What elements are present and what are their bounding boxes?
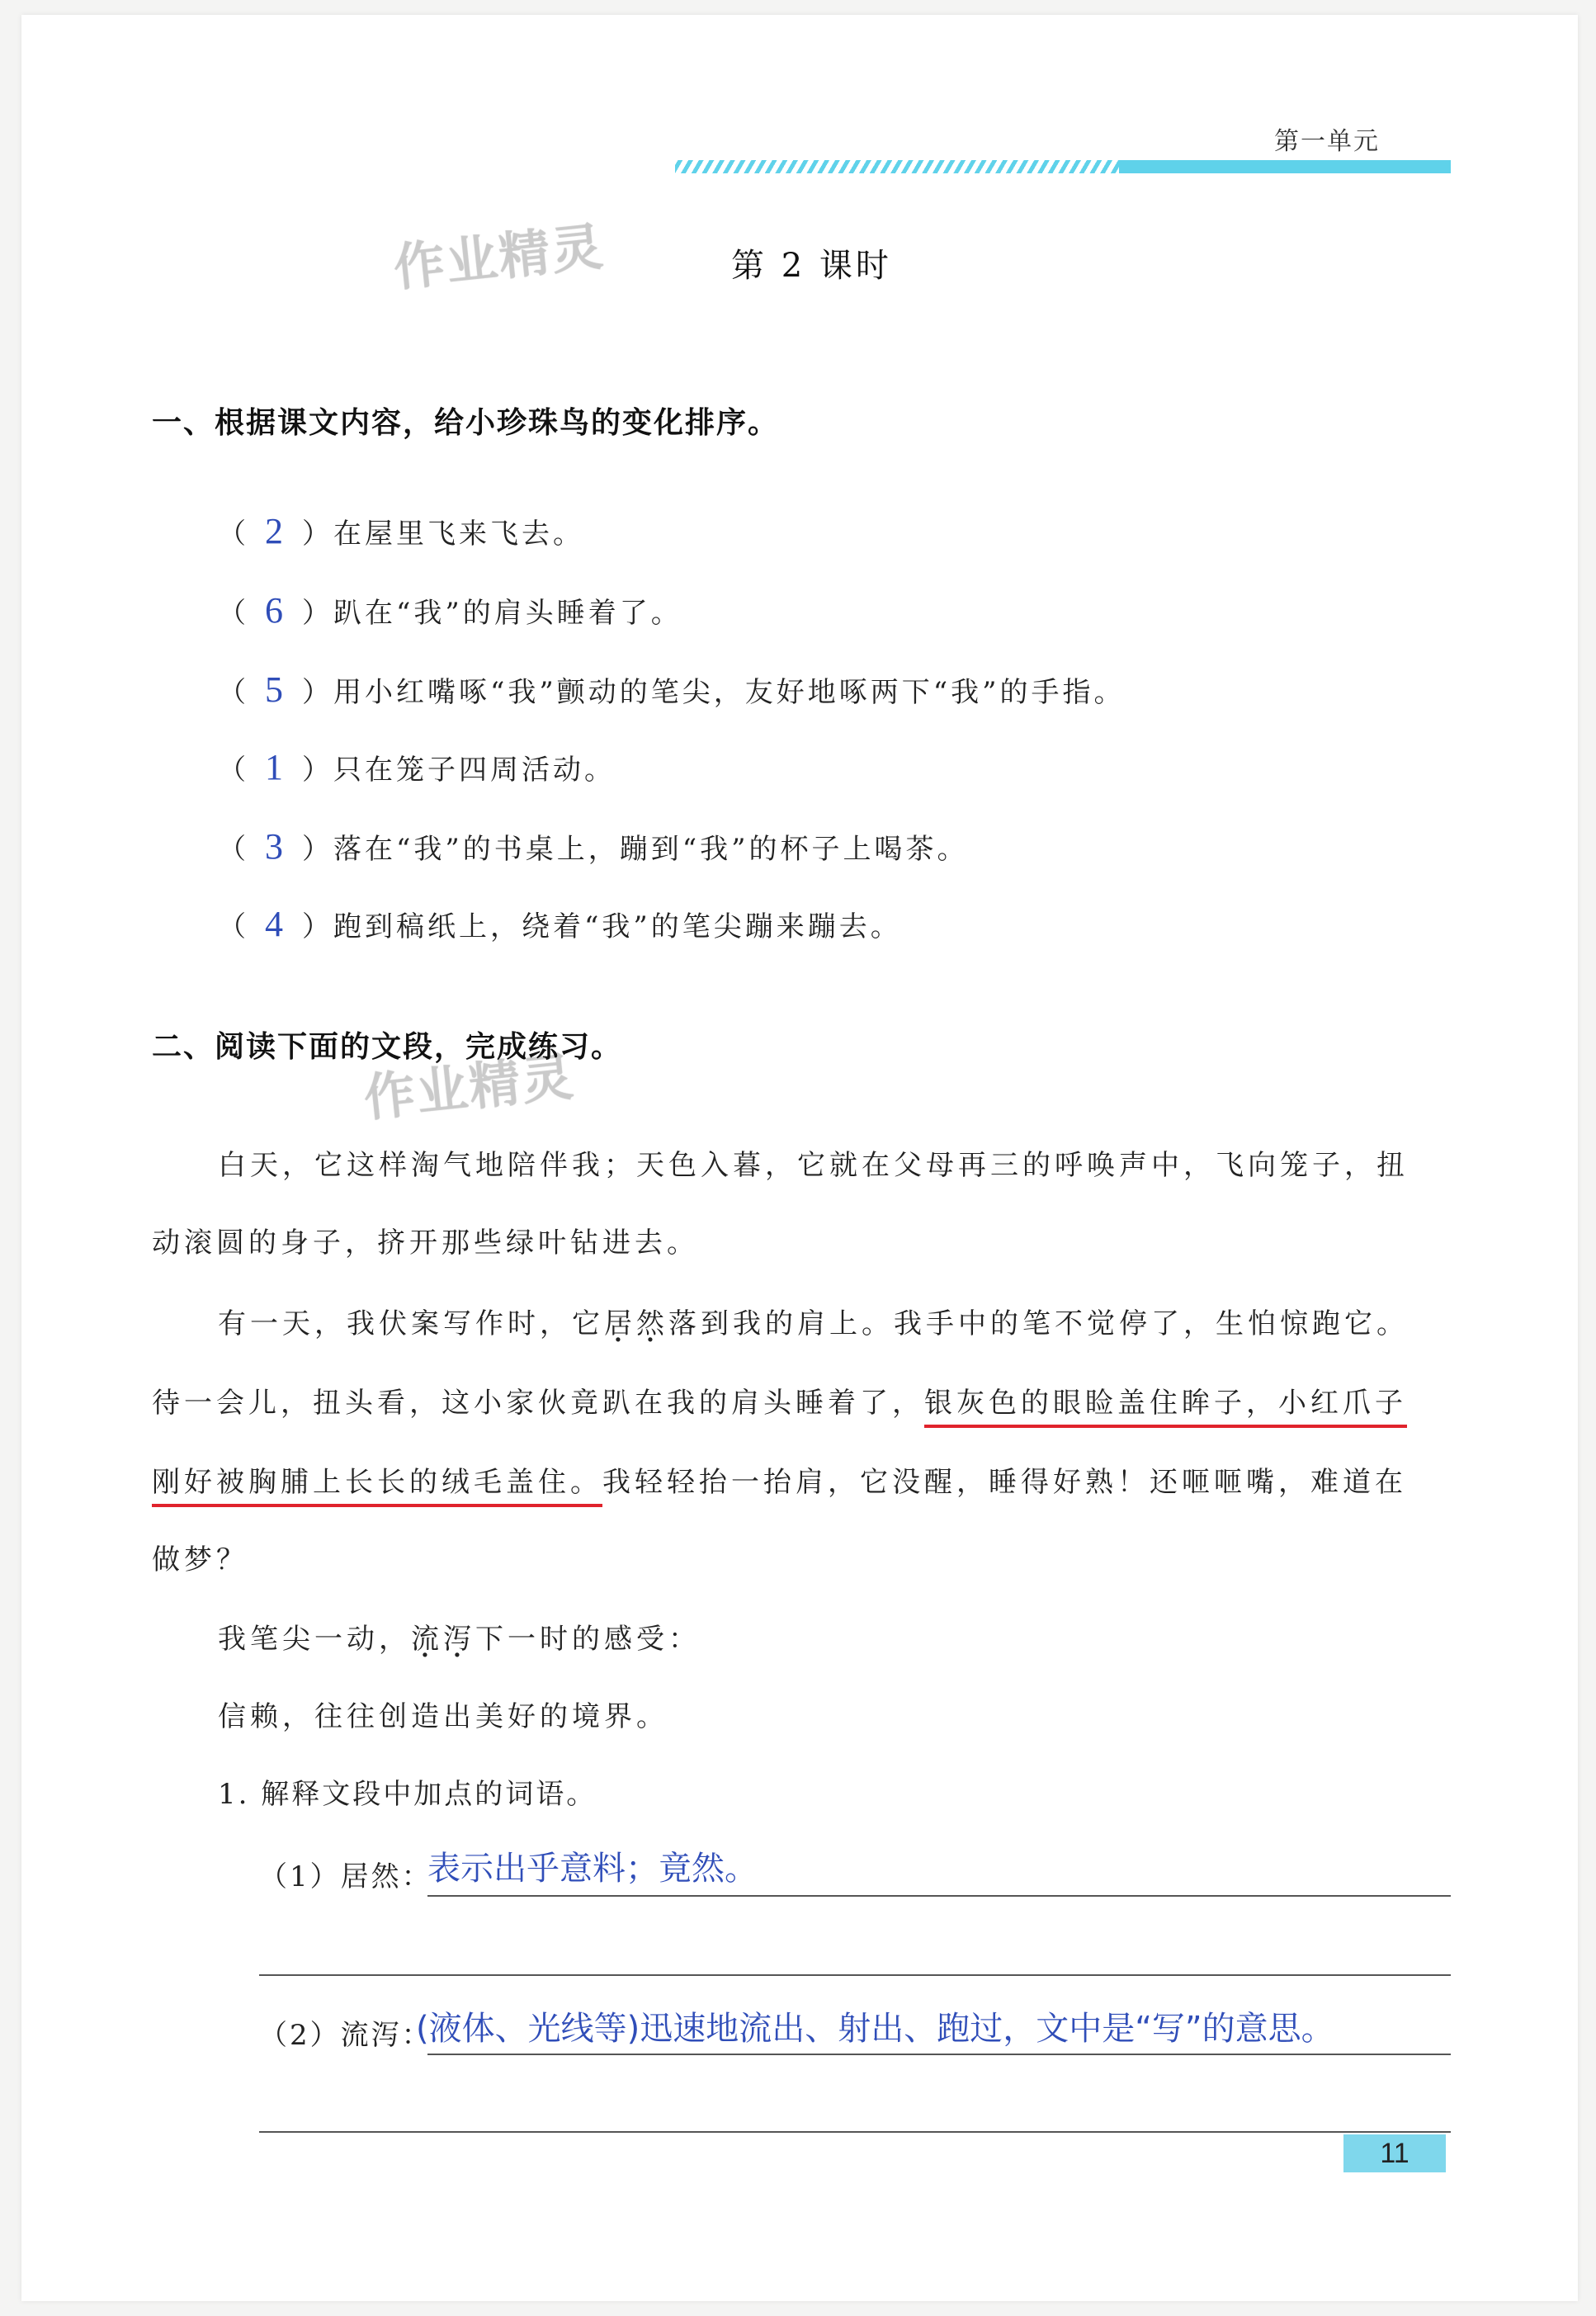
- passage-line: [152, 1459, 1407, 1500]
- order-item-text: 趴在“我”的肩头睡着了。: [333, 597, 682, 630]
- passage-text: 有一天，我伏案写作时，它: [218, 1307, 604, 1340]
- answer-line: [427, 1895, 1451, 1897]
- watermark-middle: 作业精灵: [361, 1046, 578, 1129]
- order-item: （ 2 ）在屋里飞来飞去。: [218, 511, 584, 551]
- passage-line: 白天，它这样淘气地陪伴我；天色入暮，它就在父母再三的呼唤声中，飞向笼子，扭: [218, 1149, 1409, 1182]
- order-item-text: 落在“我”的书桌上，蹦到“我”的杯子上喝茶。: [333, 833, 969, 866]
- order-answer: 4: [265, 904, 286, 944]
- answer-line: [259, 1974, 1451, 1976]
- order-item: （ 1 ）只在笼子四周活动。: [218, 747, 616, 787]
- passage-line: [218, 1616, 701, 1657]
- page-number: 11: [1343, 2134, 1446, 2172]
- passage-text: 我笔尖一动，: [218, 1623, 411, 1656]
- dotted-char: 居: [604, 1307, 636, 1340]
- passage-text: 待一会儿，扭头看，这小家伙竟趴在我的肩头睡着了，: [152, 1387, 924, 1420]
- section-two-title: 二、阅读下面的文段，完成练习。: [152, 1030, 623, 1064]
- handwritten-answer: 表示出乎意料；竟然。: [427, 1850, 758, 1888]
- order-item-text: 跑到稿纸上，绕着“我”的笔尖蹦来蹦去。: [333, 910, 902, 943]
- unit-label: 第一单元: [1274, 127, 1380, 156]
- order-item: （ 4 ）跑到稿纸上，绕着“我”的笔尖蹦来蹦去。: [218, 904, 902, 944]
- dotted-char: 然: [636, 1307, 668, 1340]
- order-item-text: 在屋里飞来飞去。: [333, 518, 584, 551]
- order-answer: 3: [265, 826, 286, 867]
- dotted-char: 泻: [443, 1623, 475, 1656]
- red-underlined-text: 银灰色的眼睑盖住眸子，小红爪子: [924, 1387, 1407, 1428]
- passage-line: 信赖，往往创造出美好的境界。: [218, 1700, 668, 1733]
- passage-text: 我轻轻抬一抬肩，它没醒，睡得好熟！还咂咂嘴，难道在: [602, 1466, 1407, 1499]
- passage-text: 落到我的肩上。我手中的笔不觉停了，生怕惊跑它。: [668, 1307, 1409, 1340]
- passage-line: 做梦？: [152, 1543, 248, 1576]
- question-label: （2）流泻：: [259, 2019, 432, 2052]
- order-item: （ 3 ）落在“我”的书桌上，蹦到“我”的杯子上喝茶。: [218, 826, 969, 867]
- order-item-text: 只在笼子四周活动。: [333, 754, 616, 787]
- dotted-char: 流: [411, 1623, 443, 1656]
- answer-line: [259, 2131, 1451, 2133]
- order-item-text: 用小红嘴啄“我”颤动的笔尖，友好地啄两下“我”的手指。: [333, 676, 1126, 709]
- order-item: （ 5 ）用小红嘴啄“我”颤动的笔尖，友好地啄两下“我”的手指。: [218, 669, 1126, 710]
- passage-line: [152, 1380, 1407, 1420]
- lesson-title: 第 2 课时: [731, 247, 892, 285]
- watermark-top: 作业精灵: [390, 215, 607, 299]
- order-answer: 1: [265, 747, 286, 787]
- order-answer: 5: [265, 669, 286, 710]
- header-decorative-bar-solid: [1119, 160, 1451, 173]
- passage-line: [218, 1301, 1409, 1341]
- answer-line: [427, 2054, 1451, 2055]
- question-label: （1）居然：: [259, 1860, 432, 1893]
- question-one-title: 1. 解释文段中加点的词语。: [218, 1778, 597, 1811]
- order-answer: 2: [265, 511, 286, 551]
- red-underlined-text: 刚好被胸脯上长长的绒毛盖住。: [152, 1466, 602, 1507]
- passage-text: 下一时的感受：: [475, 1623, 701, 1656]
- order-item: （ 6 ）趴在“我”的肩头睡着了。: [218, 590, 682, 631]
- order-answer: 6: [265, 590, 286, 631]
- passage-line: 动滚圆的身子，挤开那些绿叶钻进去。: [152, 1227, 699, 1260]
- handwritten-answer: (液体、光线等)迅速地流出、射出、跑过，文中是“写”的意思。: [416, 2010, 1334, 2048]
- section-one-title: 一、根据课文内容，给小珍珠鸟的变化排序。: [152, 406, 780, 440]
